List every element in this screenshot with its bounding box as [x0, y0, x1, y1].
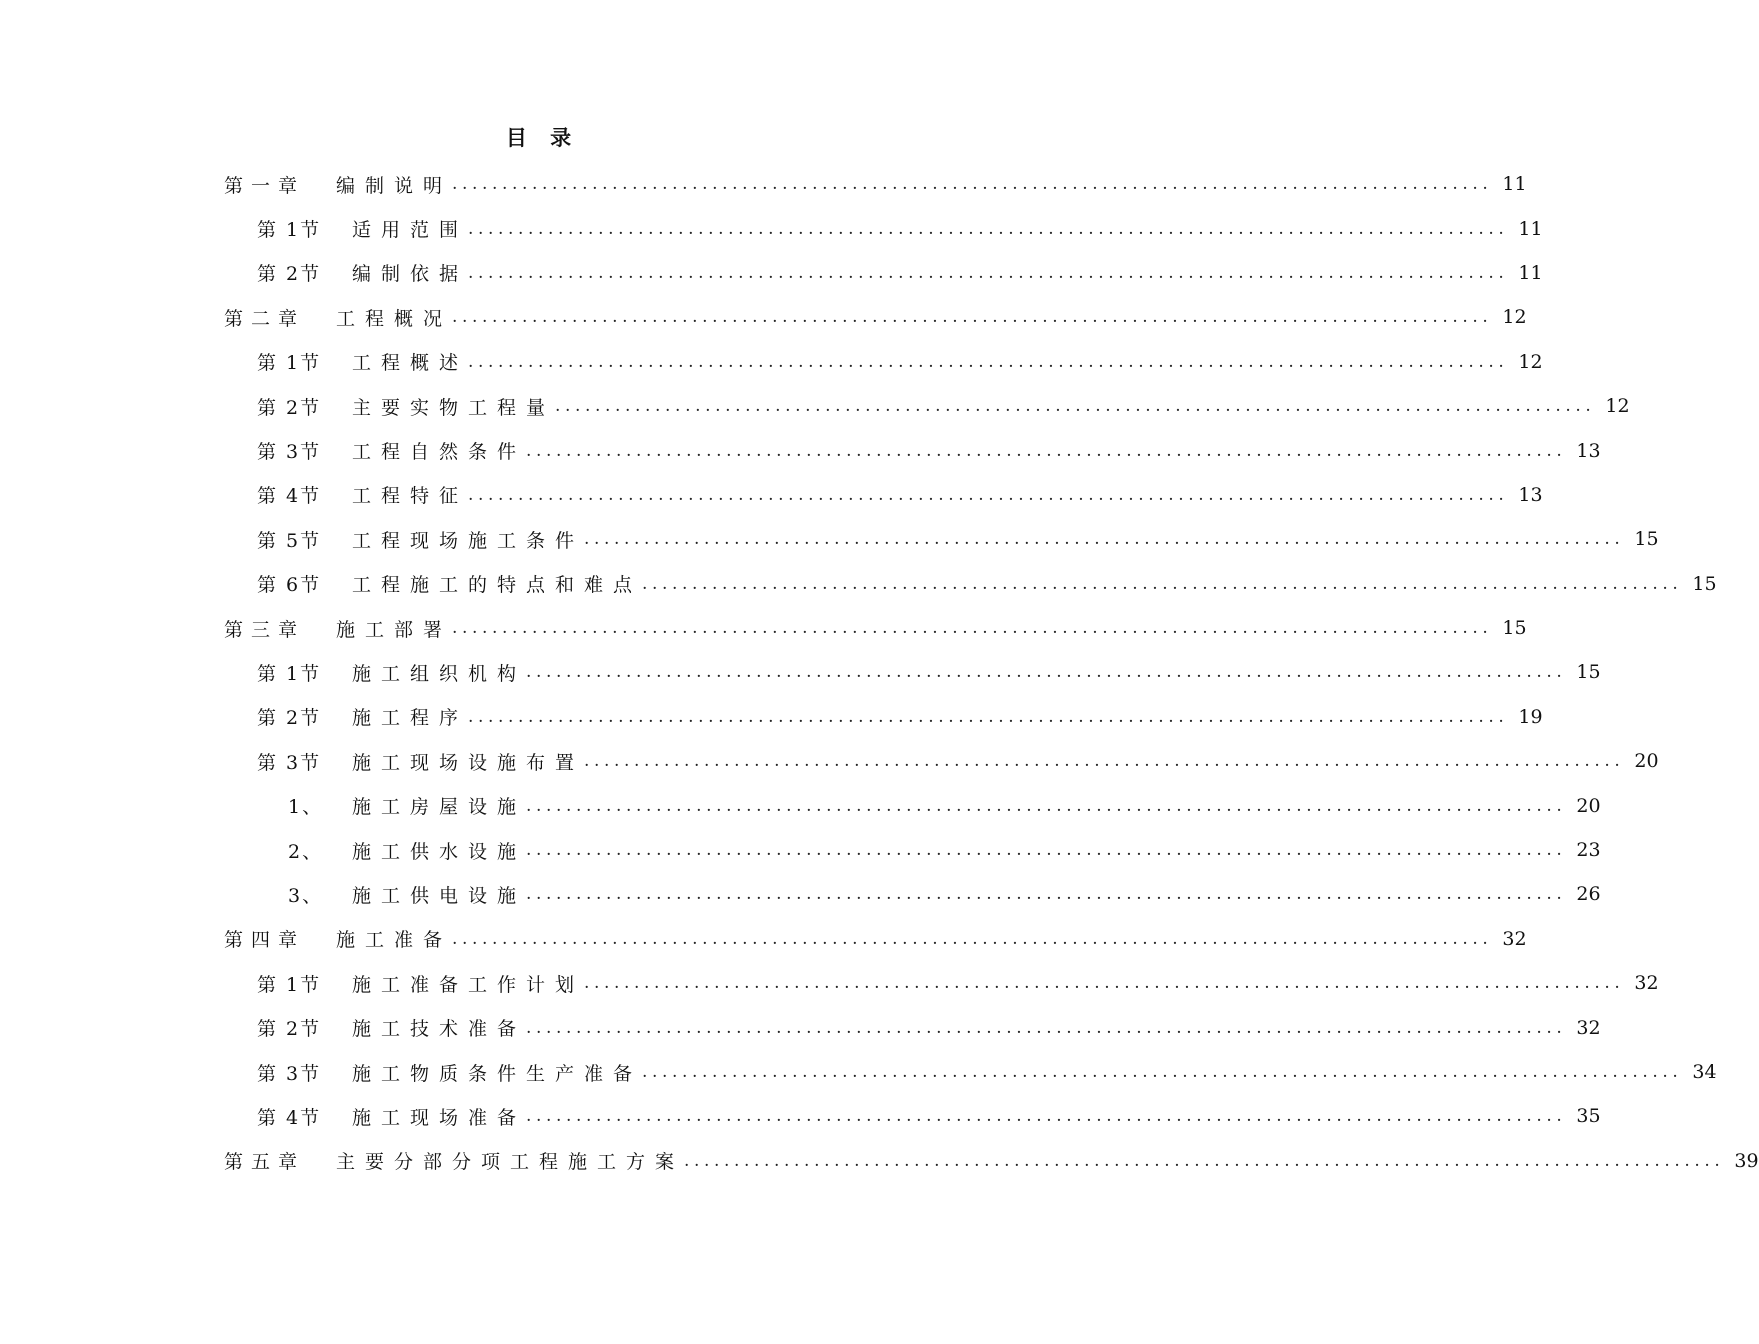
toc-entry-label: 编制依据 — [352, 263, 469, 286]
toc-entry-page-number: 19 — [1518, 705, 1543, 728]
toc-entry-page-number: 26 — [1576, 883, 1601, 906]
toc-entry-page-number: 12 — [1518, 350, 1543, 373]
table-of-contents — [224, 162, 1759, 1183]
toc-leader-dots: ........................................................................................................ — [452, 618, 1493, 639]
toc-entry[interactable] — [224, 517, 1659, 561]
toc-leader-dots: ........................................................................................................ — [452, 307, 1493, 328]
toc-leader-dots: ........................................................................................................ — [584, 973, 1625, 994]
toc-entry-label: 适用范围 — [352, 219, 469, 242]
toc-entry-label: 施工程序 — [352, 707, 469, 730]
toc-entry[interactable] — [224, 828, 1601, 872]
toc-entry-label: 施工准备工作计划 — [352, 973, 585, 996]
toc-entry-page-number: 12 — [1605, 395, 1630, 418]
toc-entry[interactable] — [224, 695, 1543, 739]
toc-entry-label: 主要分部分项工程施工方案 — [336, 1151, 685, 1174]
toc-entry[interactable] — [224, 473, 1543, 517]
toc-entry-number: 第 4节 — [257, 485, 322, 508]
toc-leader-dots: ........................................................................................................ — [452, 174, 1493, 195]
toc-entry-number: 第四章 — [224, 929, 306, 952]
toc-entry[interactable] — [224, 917, 1527, 961]
toc-entry[interactable] — [224, 206, 1543, 250]
toc-entry-label: 工程概况 — [336, 307, 453, 330]
toc-entry-page-number: 13 — [1576, 439, 1601, 462]
toc-entry-page-number: 13 — [1518, 483, 1543, 506]
toc-entry-label: 工程自然条件 — [352, 441, 527, 464]
toc-entry-label: 施工组织机构 — [352, 662, 527, 685]
toc-leader-dots: ........................................................................................................ — [468, 706, 1509, 727]
toc-entry-page-number: 34 — [1692, 1061, 1717, 1083]
toc-entry[interactable] — [224, 606, 1527, 650]
toc-entry[interactable] — [224, 872, 1601, 916]
toc-entry-label: 施工供电设施 — [352, 884, 527, 907]
toc-entry-number: 第 5节 — [257, 529, 322, 552]
toc-leader-dots: ........................................................................................................ — [526, 1106, 1567, 1127]
toc-entry-page-number: 20 — [1576, 794, 1601, 817]
toc-entry-number: 第二章 — [224, 307, 306, 330]
toc-entry-number: 第 2节 — [257, 1018, 322, 1041]
toc-leader-dots: ........................................................................................................ — [526, 884, 1567, 905]
toc-entry-label: 施工房屋设施 — [352, 796, 527, 819]
toc-entry-label: 施工部署 — [336, 618, 453, 641]
toc-entry-label: 主要实物工程量 — [352, 396, 556, 419]
toc-entry-number: 第一章 — [224, 174, 306, 197]
toc-entry-number: 第 4节 — [257, 1106, 322, 1129]
toc-entry-page-number: 20 — [1634, 750, 1659, 773]
toc-entry-page-number: 15 — [1576, 661, 1601, 684]
toc-leader-dots: ........................................................................................................ — [526, 440, 1567, 461]
toc-entry-number: 第 3节 — [257, 441, 322, 464]
toc-entry[interactable] — [224, 1139, 1759, 1183]
toc-leader-dots: ........................................................................................................ — [468, 218, 1509, 239]
toc-entry[interactable] — [224, 1050, 1717, 1094]
toc-entry[interactable] — [224, 739, 1659, 783]
toc-entry-number: 第 1节 — [257, 973, 322, 996]
toc-entry[interactable] — [224, 251, 1543, 295]
toc-leader-dots: ........................................................................................................ — [468, 484, 1509, 505]
toc-entry[interactable] — [224, 384, 1630, 428]
toc-entry-number: 第 2节 — [257, 707, 322, 730]
toc-entry-number: 3、 — [288, 884, 324, 907]
toc-entry[interactable] — [224, 295, 1527, 339]
toc-entry-label: 施工现场准备 — [352, 1106, 527, 1129]
toc-leader-dots: ........................................................................................................ — [526, 840, 1567, 861]
toc-entry[interactable] — [224, 961, 1659, 1005]
toc-entry[interactable] — [224, 783, 1601, 827]
toc-entry-number: 第 1节 — [257, 219, 322, 242]
toc-entry-number: 2、 — [288, 840, 324, 863]
toc-entry[interactable] — [224, 650, 1601, 694]
toc-entry-number: 第五章 — [224, 1151, 306, 1174]
toc-title: 目 录 — [505, 125, 580, 150]
toc-leader-dots: ........................................................................................................ — [684, 1150, 1725, 1171]
toc-entry[interactable] — [224, 1094, 1601, 1138]
toc-entry[interactable] — [224, 1005, 1601, 1049]
toc-entry[interactable] — [224, 340, 1543, 384]
toc-leader-dots: ........................................................................................................ — [642, 1062, 1683, 1082]
toc-entry-page-number: 15 — [1692, 572, 1717, 595]
toc-entry-label: 工程现场施工条件 — [352, 529, 585, 552]
toc-leader-dots: ........................................................................................................ — [526, 1017, 1567, 1038]
toc-entry-page-number: 15 — [1634, 528, 1659, 551]
toc-entry-page-number: 15 — [1502, 617, 1527, 640]
toc-entry-page-number: 32 — [1502, 927, 1527, 950]
toc-entry-number: 1、 — [288, 796, 324, 819]
toc-entry-label: 施工物质条件生产准备 — [352, 1062, 643, 1085]
toc-entry-label: 施工准备 — [336, 929, 453, 952]
toc-entry-page-number: 32 — [1634, 972, 1659, 995]
toc-entry-page-number: 32 — [1576, 1016, 1601, 1039]
toc-leader-dots: ........................................................................................................ — [555, 396, 1596, 417]
toc-entry-number: 第 2节 — [257, 396, 322, 419]
toc-entry-number: 第 3节 — [257, 1062, 322, 1085]
toc-leader-dots: ........................................................................................................ — [468, 351, 1509, 372]
toc-entry-page-number: 39 — [1734, 1149, 1759, 1172]
toc-entry-label: 工程施工的特点和难点 — [352, 574, 643, 597]
toc-leader-dots: ........................................................................................................ — [452, 928, 1493, 949]
toc-entry-number: 第 1节 — [257, 352, 322, 375]
toc-leader-dots: ........................................................................................................ — [526, 662, 1567, 683]
toc-leader-dots: ........................................................................................................ — [584, 751, 1625, 772]
toc-leader-dots: ........................................................................................................ — [468, 262, 1509, 283]
toc-entry-number: 第 3节 — [257, 751, 322, 774]
toc-entry-page-number: 11 — [1502, 173, 1527, 196]
toc-entry[interactable] — [224, 162, 1527, 206]
toc-leader-dots: ........................................................................................................ — [584, 529, 1625, 550]
toc-entry-label: 工程概述 — [352, 352, 469, 375]
toc-leader-dots: ........................................................................................................ — [642, 573, 1683, 594]
toc-entry-number: 第 6节 — [257, 574, 322, 597]
toc-entry-label: 施工现场设施布置 — [352, 751, 585, 774]
toc-entry-page-number: 11 — [1518, 217, 1543, 240]
toc-entry-page-number: 11 — [1518, 261, 1543, 284]
toc-entry-label: 施工供水设施 — [352, 840, 527, 863]
toc-entry[interactable] — [224, 562, 1717, 606]
toc-entry-number: 第三章 — [224, 618, 306, 641]
toc-entry-page-number: 23 — [1576, 839, 1601, 862]
toc-entry-label: 编制说明 — [336, 174, 453, 197]
toc-entry-label: 施工技术准备 — [352, 1018, 527, 1041]
toc-entry-page-number: 35 — [1576, 1105, 1601, 1128]
toc-entry-page-number: 12 — [1502, 306, 1527, 329]
toc-leader-dots: ........................................................................................................ — [526, 795, 1567, 816]
toc-entry[interactable] — [224, 428, 1601, 472]
toc-entry-label: 工程特征 — [352, 485, 469, 508]
toc-entry-number: 第 1节 — [257, 662, 322, 685]
toc-entry-number: 第 2节 — [257, 263, 322, 286]
